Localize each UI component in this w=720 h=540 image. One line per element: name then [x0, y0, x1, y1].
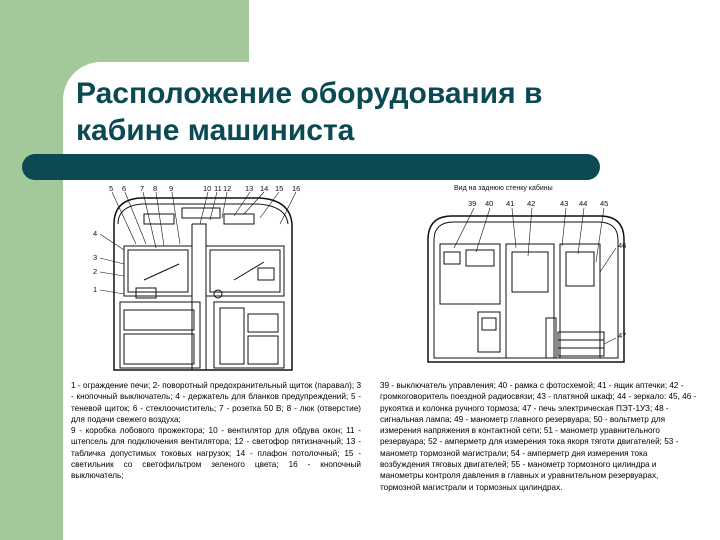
callout-label: 5	[109, 184, 114, 193]
callout-label: 8	[153, 184, 158, 193]
callout-label: 47	[618, 331, 627, 340]
callout-label: 1	[93, 285, 98, 294]
callout-label: 40	[485, 199, 494, 208]
callout-label: 41	[506, 199, 515, 208]
callout-label: 15	[275, 184, 284, 193]
callout-label: 43	[560, 199, 569, 208]
callout-label: 42	[527, 199, 536, 208]
callout-label: 7	[140, 184, 145, 193]
callout-label: 3	[93, 253, 98, 262]
callout-label: 46	[618, 241, 627, 250]
caption-left	[71, 380, 361, 482]
caption-right	[380, 380, 698, 493]
callout-label: 9	[169, 184, 174, 193]
callout-label: 14	[260, 184, 269, 193]
drawing-heading: Вид на заднюю стенку кабины	[454, 185, 553, 192]
callout-label: 11	[214, 184, 222, 193]
slide-title	[76, 75, 696, 149]
callout-label: 16	[292, 184, 301, 193]
caption-right-text: 39 - выключатель управления; 40 - рамка с фотосхемой; 41 - ящик аптечки; 42 - громкоговоритель поездной радиосвязи; 43 - платяной шкаф; 44 - зеркало: 45, 46 - рукоятка и колонка ручного тормоза; 47 - печь электрическая ПЭТ-1УЗ; 48 - сигнальная лампа; 49 - манометр главного резервуара; 50 - вольтметр для измерения напряжения в контактной сети; 51 - манометр уравнительного резервуара; 52 - амперметр для измерения тока якоря тяготи двигателей; 53 - манометр тормозной магистрали; 54 - амперметр дня измерения тока возбуждения тяговых двигателей; 55 - манометр тормозного цилиндра и манометры контроля давления в главных и уравнительном резервуарах, тормозной магистрали и тормозных цилиндрах.	[380, 381, 697, 492]
callout-label: 39	[468, 199, 477, 208]
callout-label: 44	[579, 199, 588, 208]
callout-label: 12	[223, 184, 232, 193]
caption-left-para-1: 1 - ограждение печи; 2- поворотный предохранительный щиток (паравал); 3 - кнопочный выключатель; 4 - держатель для бланков предупреждений; 5 - теневой щиток; 6 - стеклоочиститель; 7 - розетка 50 В; 8 - люк (отверстие) для подачи свежего воздуха;	[71, 381, 361, 424]
callout-label: 45	[600, 199, 609, 208]
callout-label: 10	[203, 184, 212, 193]
callout-label: 13	[245, 184, 254, 193]
callout-label: 2	[93, 267, 98, 276]
title-line-1: Расположение оборудования в	[76, 77, 543, 110]
callout-label: 4	[93, 229, 98, 238]
accent-strip	[0, 0, 63, 540]
cab-rear-wall-drawing	[420, 182, 635, 372]
title-divider	[22, 154, 600, 180]
cab-front-drawing	[84, 184, 306, 372]
title-line-2: кабине машиниста	[76, 114, 355, 147]
caption-left-para-2: 9 - коробка лобового прожектора; 10 - вентилятор для обдува окон; 11 - штепсель для подключения вентилятора; 12 - светофор пятизначный; 13 - табличка допустимых токовых нагрузок; 14 - плафон потолочный; 15 - светильник со светофильтром зеленого цвета; 16 - кнопочный выключатель;	[71, 426, 361, 481]
callout-label: 6	[122, 184, 127, 193]
